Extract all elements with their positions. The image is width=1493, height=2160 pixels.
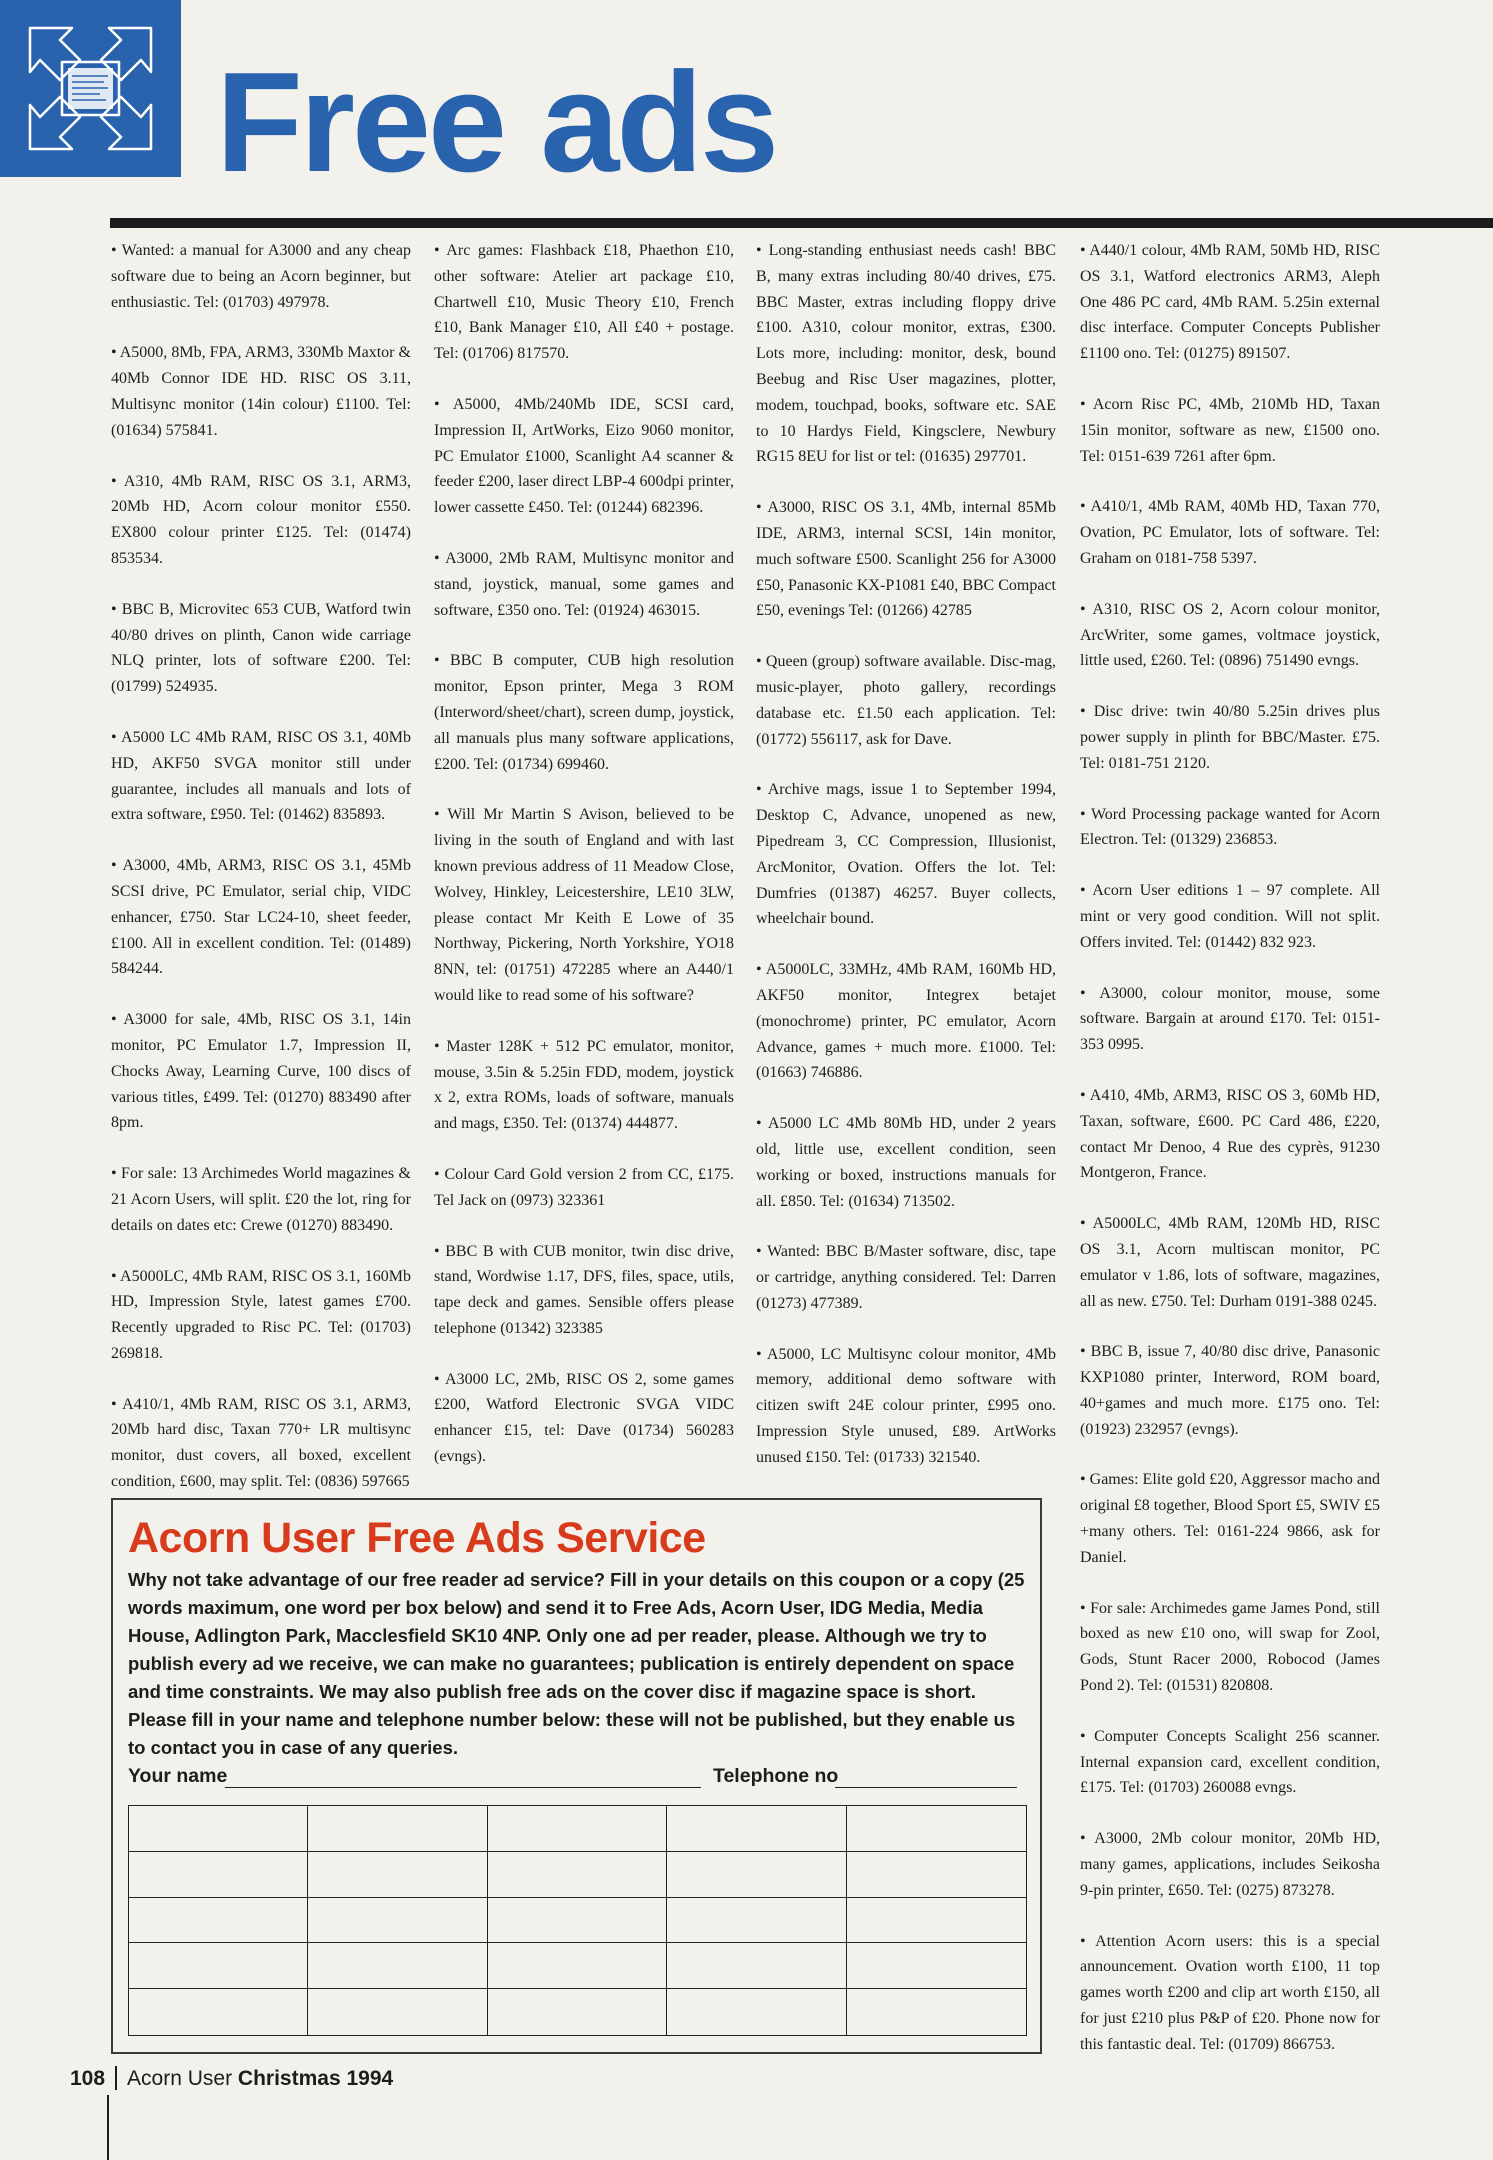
phone-label: Telephone no <box>713 1765 839 1787</box>
classified-ad: • A310, 4Mb RAM, RISC OS 3.1, ARM3, 20Mb HD, Acorn colour monitor £550. EX800 colour printer £125. Tel: (01474) 853534. <box>111 472 411 567</box>
name-label: Your name <box>128 1765 228 1787</box>
classified-ad: • Long-standing enthusiast needs cash! BBC B, many extras including 80/40 drives, £75. BBC Master, extras including floppy drive £100. A310, colour monitor, extras, £300. Lots more, including: monitor, desk, bound Beebug and Risc User magazines, plotter, modem, touchpad, books, software etc. SAE to 10 Hardys Field, Kingsclere, Newbury RG15 8EU for list or tel: (01635) 297701. <box>756 242 1056 466</box>
page-footer <box>70 2066 393 2091</box>
classified-ad: • A5000, 4Mb/240Mb IDE, SCSI card, Impression II, ArtWorks, Eizo 9060 monitor, PC Emulator £1000, Scanlight A4 scanner & feeder £200, laser direct LBP-4 600dpi printer, lower cassette £450. Tel: (01244) 682396. <box>434 395 734 517</box>
classified-ad: • A410, 4Mb, ARM3, RISC OS 3, 60Mb HD, Taxan, software, £600. PC Card 486, £220, contact Mr Denoo, 4 Rue des cyprès, 91230 Montgeron, France. <box>1080 1086 1380 1182</box>
word-box[interactable] <box>488 1806 667 1852</box>
ads-column-1 <box>111 238 411 1520</box>
classified-ad: • Games: Elite gold £20, Aggressor macho and original £8 together, Blood Sport £5, SWIV £5 +many others. Tel: 0161-224 9866, ask for Daniel. <box>1080 1471 1380 1566</box>
classified-ad: • Queen (group) software available. Disc-mag, music-player, photo gallery, recordings database etc. £1.50 each application. Tel: (01772) 556117, ask for Dave. <box>756 653 1056 748</box>
classified-ad: • For sale: Archimedes game James Pond, still boxed as new £10 ono, will swap for Zool, Gods, Stunt Racer 2000, Robocod (James Pond 2). Tel: (01531) 820808. <box>1080 1599 1380 1695</box>
classified-ad: • BBC B, issue 7, 40/80 disc drive, Panasonic KXP1080 printer, Interword, ROM board, 40+games and much more. £175 ono. Tel: (01923) 232957 (evngs). <box>1080 1343 1380 1438</box>
word-box[interactable] <box>488 1852 667 1898</box>
classified-ad: • Attention Acorn users: this is a special announcement. Ovation worth £100, 11 top games worth £200 and clip art worth £150, all for just £210 plus P&P of £20. Phone now for this fantastic deal. Tel: (01709) 866753. <box>1080 1932 1380 2053</box>
classified-ad: • Wanted: a manual for A3000 and any cheap software due to being an Acorn beginner, but enthusiastic. Tel: (01703) 497978. <box>111 242 411 311</box>
classified-ad: • A5000LC, 4Mb RAM, 120Mb HD, RISC OS 3.1, Acorn multiscan monitor, PC emulator v 1.86, lots of software, magazines, all as new. £750. Tel: Durham 0191-388 0245. <box>1080 1215 1380 1310</box>
magazine-name: Acorn User <box>127 2067 233 2090</box>
classified-ad: • A5000LC, 33MHz, 4Mb RAM, 160Mb HD, AKF50 monitor, Integrex betajet (monochrome) printer, PC emulator, Acorn Advance, games + much more. £1000. Tel: (01663) 746886. <box>756 961 1056 1082</box>
page-number: 108 <box>70 2067 106 2090</box>
classified-ad: • BBC B, Microvitec 653 CUB, Watford twin 40/80 drives on plinth, Canon wide carriage NLQ printer, lots of software £200. Tel: (01799) 524935. <box>111 600 411 696</box>
word-box[interactable] <box>129 1898 308 1944</box>
classified-ad: • A5000LC, 4Mb RAM, RISC OS 3.1, 160Mb HD, Impression Style, latest games £700. Recently upgraded to Risc PC. Tel: (01703) 269818. <box>111 1267 411 1362</box>
classified-ad: • Will Mr Martin S Avison, believed to be living in the south of England and with last known previous address of 11 Meadow Close, Wolvey, Hinkley, Leicestershire, LE10 3LW, please contact Mr Keith E Lowe of 35 Northway, Pickering, North Yorkshire, YO18 8NN, tel: (01751) 472285 where an A440/1 would like to read some of his software? <box>434 806 734 1004</box>
classified-ad: • Word Processing package wanted for Acorn Electron. Tel: (01329) 236853. <box>1080 805 1380 849</box>
ads-column-3 <box>756 238 1056 1496</box>
classified-ad: • BBC B computer, CUB high resolution monitor, Epson printer, Mega 3 ROM (Interword/sheet/chart), screen dump, joystick, all manuals plus many software applications, £200. Tel: (01734) 699460. <box>434 652 734 773</box>
word-box[interactable] <box>847 1898 1026 1944</box>
coupon-title: Acorn User Free Ads Service <box>128 1514 706 1562</box>
classified-ad: • For sale: 13 Archimedes World magazines & 21 Acorn Users, will split. £20 the lot, ring for details on dates etc: Crewe (01270) 883490. <box>111 1165 411 1234</box>
word-boxes <box>128 1805 1027 2036</box>
classified-ad: • A3000, 2Mb colour monitor, 20Mb HD, many games, applications, includes Seikosha 9-pin printer, £650. Tel: (0275) 873278. <box>1080 1830 1380 1899</box>
classified-ad: • A440/1 colour, 4Mb RAM, 50Mb HD, RISC OS 3.1, Watford electronics ARM3, Aleph One 486 PC card, 4Mb RAM. 5.25in external disc interface. Computer Concepts Publisher £1100 ono. Tel: (01275) 891507. <box>1080 242 1380 363</box>
word-box[interactable] <box>488 1943 667 1989</box>
classified-ad: • A3000 for sale, 4Mb, RISC OS 3.1, 14in monitor, PC Emulator 1.7, Impression II, Chocks Away, Learning Curve, 100 discs of various titles, £499. Tel: (01270) 883490 after 8pm. <box>111 1011 411 1132</box>
word-box[interactable] <box>129 1852 308 1898</box>
issue-date: Christmas 1994 <box>237 2067 394 2090</box>
classified-ad: • Archive mags, issue 1 to September 1994, Desktop C, Advance, unopened as new, Pipedream 3, CC Compression, Illusionist, ArcMonitor, Ovation. Offers the lot. Tel: Dumfries (01387) 46257. Buyer collects, wheelchair bound. <box>756 781 1056 928</box>
word-box[interactable] <box>488 1989 667 2035</box>
classified-ad: • A3000, colour monitor, mouse, some software. Bargain at around £170. Tel: 0151-353 0995. <box>1080 984 1380 1054</box>
classified-ad: • A5000 LC 4Mb RAM, RISC OS 3.1, 40Mb HD, AKF50 SVGA monitor still under guarantee, includes all manuals and lots of extra software, £950. Tel: (01462) 835893. <box>111 728 411 824</box>
word-box[interactable] <box>308 1898 487 1944</box>
classified-ad: • A410/1, 4Mb RAM, 40Mb HD, Taxan 770, Ovation, PC Emulator, lots of software. Tel: Graham on 0181-758 5397. <box>1080 498 1380 567</box>
word-box[interactable] <box>847 1989 1026 2035</box>
computer-with-arrows-icon <box>0 0 181 177</box>
classified-ad: • Wanted: BBC B/Master software, disc, tape or cartridge, anything considered. Tel: Darren (01273) 477389. <box>756 1243 1056 1312</box>
word-box[interactable] <box>667 1943 846 1989</box>
word-box[interactable] <box>667 1852 846 1898</box>
page-title: Free ads <box>216 43 777 202</box>
word-box[interactable] <box>129 1806 308 1852</box>
classified-ad: • Computer Concepts Scalight 256 scanner. Internal expansion card, excellent condition, £175. Tel: (01703) 260088 evngs. <box>1080 1727 1380 1797</box>
footer-divider <box>115 2066 117 2090</box>
ads-column-2 <box>434 238 734 1495</box>
classified-ad: • A5000, LC Multisync colour monitor, 4Mb memory, additional demo software with citizen swift 24E colour printer, £995 ono. Impression Style unused, £89. ArtWorks unused £150. Tel: (01733) 321540. <box>756 1345 1056 1466</box>
classified-ad: • Colour Card Gold version 2 from CC, £175. Tel Jack on (0973) 323361 <box>434 1165 734 1209</box>
word-box[interactable] <box>667 1989 846 2035</box>
phone-field[interactable] <box>835 1787 1017 1788</box>
classified-ad: • A3000, 4Mb, ARM3, RISC OS 3.1, 45Mb SCSI drive, PC Emulator, serial chip, VIDC enhancer, £750. Star LC24-10, sheet feeder, £100. All in excellent condition. Tel: (01489) 584244. <box>111 857 411 978</box>
title-rule <box>110 218 1493 228</box>
classified-ad: • A3000, RISC OS 3.1, 4Mb, internal 85Mb IDE, ARM3, internal SCSI, 14in monitor, much software £500. Scanlight 256 for A3000 £50, Panasonic KX-P1081 £40, BBC Compact £50, evenings Tel: (01266) 42785 <box>756 499 1056 620</box>
classified-ad: • A5000 LC 4Mb 80Mb HD, under 2 years old, little use, excellent condition, seen working or boxed, instructions manuals for all. £850. Tel: (01634) 713502. <box>756 1115 1056 1210</box>
word-box[interactable] <box>488 1898 667 1944</box>
ads-column-4 <box>1080 238 1380 2083</box>
classified-ad: • A310, RISC OS 2, Acorn colour monitor, ArcWriter, some games, voltmace joystick, little used, £260. Tel: (0896) 751490 evngs. <box>1080 600 1380 670</box>
classified-ad: • Arc games: Flashback £18, Phaethon £10, other software: Atelier art package £10, Chartwell £10, Music Theory £10, French £10, Bank Manager £10, All £40 + postage. Tel: (01706) 817570. <box>434 242 734 363</box>
word-box[interactable] <box>308 1989 487 2035</box>
word-box[interactable] <box>667 1806 846 1852</box>
word-box[interactable] <box>129 1943 308 1989</box>
classified-ad: • Disc drive: twin 40/80 5.25in drives plus power supply in plinth for BBC/Master. £75. Tel: 0181-751 2120. <box>1080 703 1380 772</box>
coupon-instructions: Why not take advantage of our free reader ad service? Fill in your details on this coupon or a copy (25 words maximum, one word per box below) and send it to Free Ads, Acorn User, IDG Media, Media House, Adlington Park, Macclesfield SK10 4NP. Only one ad per reader, please. Although we try to publish every ad we receive, we can make no guarantees; publication is entirely dependent on space and time constraints. We may also publish free ads on the cover disc if magazine space is short. Please fill in your name and telephone number below: these will not be published, but they enable us to contact you in case of any queries. <box>128 1569 1025 1758</box>
classified-ad: • Acorn Risc PC, 4Mb, 210Mb HD, Taxan 15in monitor, software as new, £1500 ono. Tel: 0151-639 7261 after 6pm. <box>1080 395 1380 465</box>
classified-ad: • A3000, 2Mb RAM, Multisync monitor and stand, joystick, manual, some games and software, £350 ono. Tel: (01924) 463015. <box>434 549 734 619</box>
word-box[interactable] <box>308 1852 487 1898</box>
classified-ad: • Master 128K + 512 PC emulator, monitor, mouse, 3.5in & 5.25in FDD, modem, joystick x 2, extra ROMs, loads of software, manuals and mags, £350. Tel: (01374) 444877. <box>434 1037 734 1133</box>
section-logo <box>0 0 181 177</box>
classified-ad: • A410/1, 4Mb RAM, RISC OS 3.1, ARM3, 20Mb hard disc, Taxan 770+ LR multisync monitor, dust covers, all boxed, excellent condition, £600, may split. Tel: (0836) 597665 <box>111 1395 411 1491</box>
classified-ad: • BBC B with CUB monitor, twin disc drive, stand, Wordwise 1.17, DFS, files, space, utils, tape deck and games. Sensible offers please telephone (01342) 323385 <box>434 1242 734 1337</box>
free-ads-coupon <box>111 1498 1042 2054</box>
word-box[interactable] <box>129 1989 308 2035</box>
classified-ad: • Acorn User editions 1 – 97 complete. All mint or very good condition. Will not split. Offers invited. Tel: (01442) 832 923. <box>1080 882 1380 951</box>
word-box[interactable] <box>308 1806 487 1852</box>
word-box[interactable] <box>667 1898 846 1944</box>
word-box[interactable] <box>847 1806 1026 1852</box>
name-field[interactable] <box>225 1787 701 1788</box>
classified-ad: • A3000 LC, 2Mb, RISC OS 2, some games £200, Watford Electronic SVGA VIDC enhancer £15, tel: Dave (01734) 560283 (evngs). <box>434 1370 734 1466</box>
footer-rule <box>107 2095 109 2160</box>
word-box[interactable] <box>847 1943 1026 1989</box>
word-box[interactable] <box>847 1852 1026 1898</box>
word-box[interactable] <box>308 1943 487 1989</box>
classified-ad: • A5000, 8Mb, FPA, ARM3, 330Mb Maxtor & 40Mb Connor IDE HD. RISC OS 3.11, Multisync monitor (14in colour) £1100. Tel: (01634) 575841. <box>111 344 411 439</box>
